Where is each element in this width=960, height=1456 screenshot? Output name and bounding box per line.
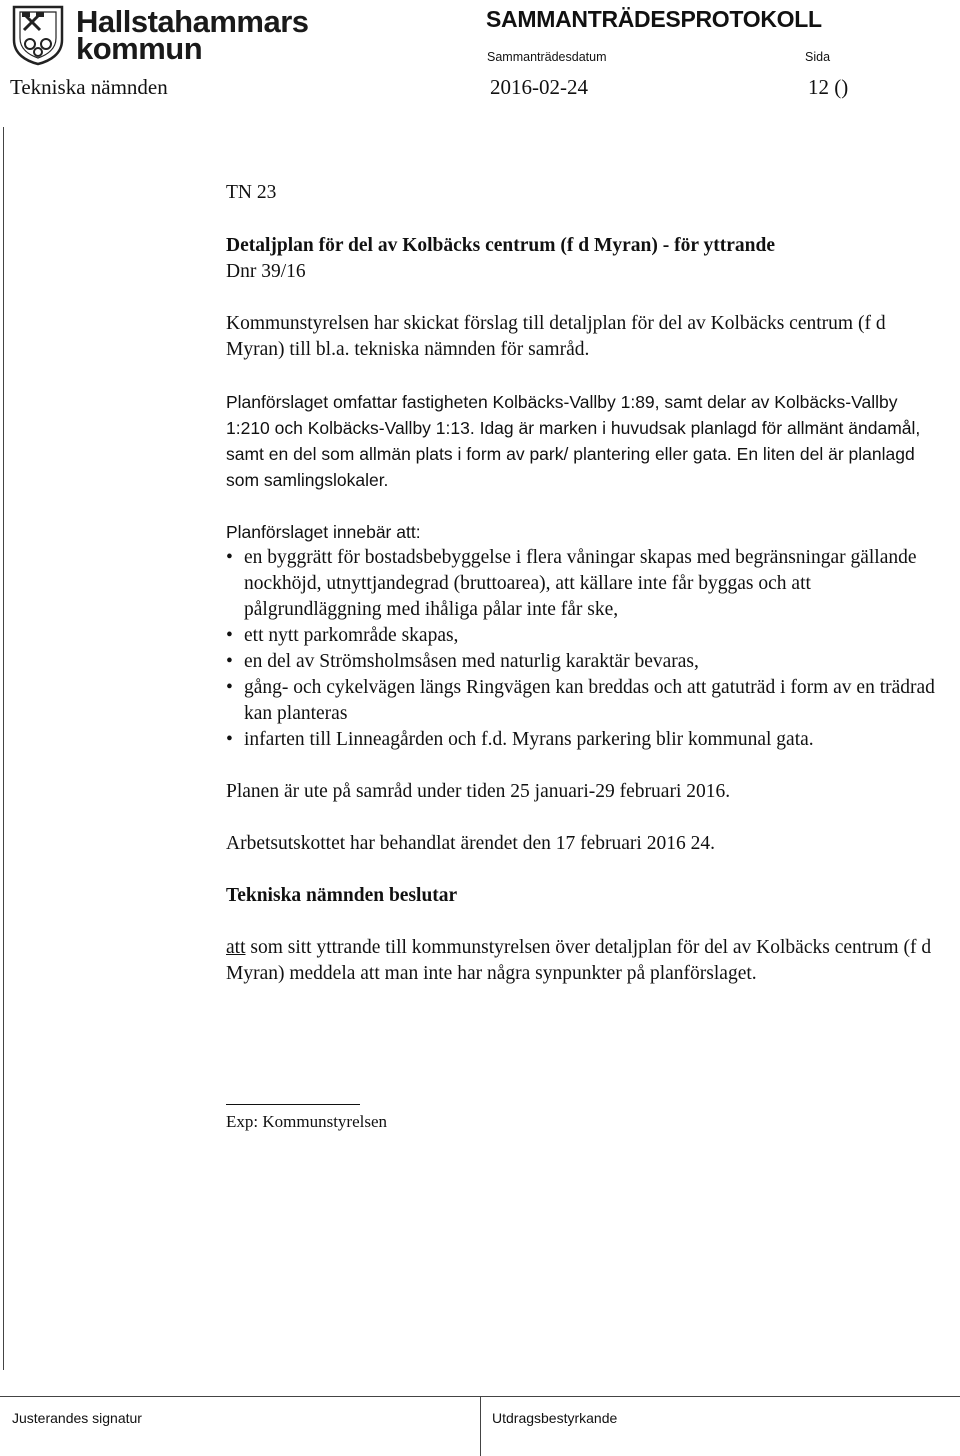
scope-paragraph: Planförslaget omfattar fastigheten Kolbäcks-Vallby 1:89, samt delar av Kolbäcks-Vallby 1:210 och Kolbäcks-Vallby 1:13. Idag är marken i huvudsak planlagd för allmänt ändamål, samt en del som allmän plats i form av park/ plantering eller gata. En liten del är planlagd som samlingslokaler. <box>226 392 921 490</box>
page-label: Sida <box>805 50 831 64</box>
list-item: • gång- och cykelvägen längs Ringvägen kan breddas och att gatuträd i form av en trädrad kan planteras <box>226 675 936 727</box>
page-number: 12 () <box>808 75 849 99</box>
protocol-body <box>226 180 936 987</box>
list-item: • infarten till Linneagården och f.d. Myrans parkering blir kommunal gata. <box>226 727 936 753</box>
meeting-date: 2016-02-24 <box>490 75 588 99</box>
footer-divider <box>480 1396 481 1456</box>
decision-att: att <box>226 937 246 958</box>
section-id: TN 23 <box>226 182 277 203</box>
list-item: • en byggrätt för bostadsbebyggelse i flera våningar skapas med begränsningar gällande nockhöjd, utnyttjandegrad (bruttoarea), att källare inte får byggas och att pålgrundläggning med ihåliga pålar inte får ske, <box>226 545 936 623</box>
decision-text: som sitt yttrande till kommunstyrelsen över detaljplan för del av Kolbäcks centrum (f d Myran) meddela att man inte har några synpunkter på planförslaget. <box>226 937 932 984</box>
list-heading: Planförslaget innebär att: <box>226 522 421 542</box>
decision-heading: Tekniska nämnden beslutar <box>226 885 458 906</box>
municipality-logo <box>10 4 309 66</box>
decision-paragraph <box>226 935 936 987</box>
adjuster-signature-label: Justerandes signatur <box>12 1410 142 1426</box>
committee-name: Tekniska nämnden <box>10 75 168 99</box>
list-item: • en del av Strömsholmsåsen med naturlig karaktär bevaras, <box>226 649 936 675</box>
logo-line-1: Hallstahammars <box>76 4 309 39</box>
document-type: SAMMANTRÄDESPROTOKOLL <box>486 6 822 32</box>
intro-paragraph: Kommunstyrelsen har skickat förslag till detaljplan för del av Kolbäcks centrum (f d Myran) till bl.a. tekniska nämnden för samråd. <box>226 313 886 360</box>
diary-number: Dnr 39/16 <box>226 261 306 282</box>
extract-certification-label: Utdragsbestyrkande <box>492 1410 618 1426</box>
coat-of-arms-icon <box>10 4 66 66</box>
margin-rule <box>3 127 4 1370</box>
proposal-list <box>226 545 936 753</box>
list-item: • ett nytt parkområde skapas, <box>226 623 936 649</box>
date-label: Sammanträdesdatum <box>487 50 607 64</box>
item-title: Detaljplan för del av Kolbäcks centrum (f d Myran) - för yttrande <box>226 235 776 256</box>
committee-note: Arbetsutskottet har behandlat ärendet den 17 februari 2016 24. <box>226 833 715 854</box>
logo-line-2: kommun <box>76 31 203 66</box>
expedition-rule <box>226 1104 360 1105</box>
expedition-note: Exp: Kommunstyrelsen <box>226 1112 388 1131</box>
consultation-paragraph: Planen är ute på samråd under tiden 25 januari-29 februari 2016. <box>226 781 731 802</box>
